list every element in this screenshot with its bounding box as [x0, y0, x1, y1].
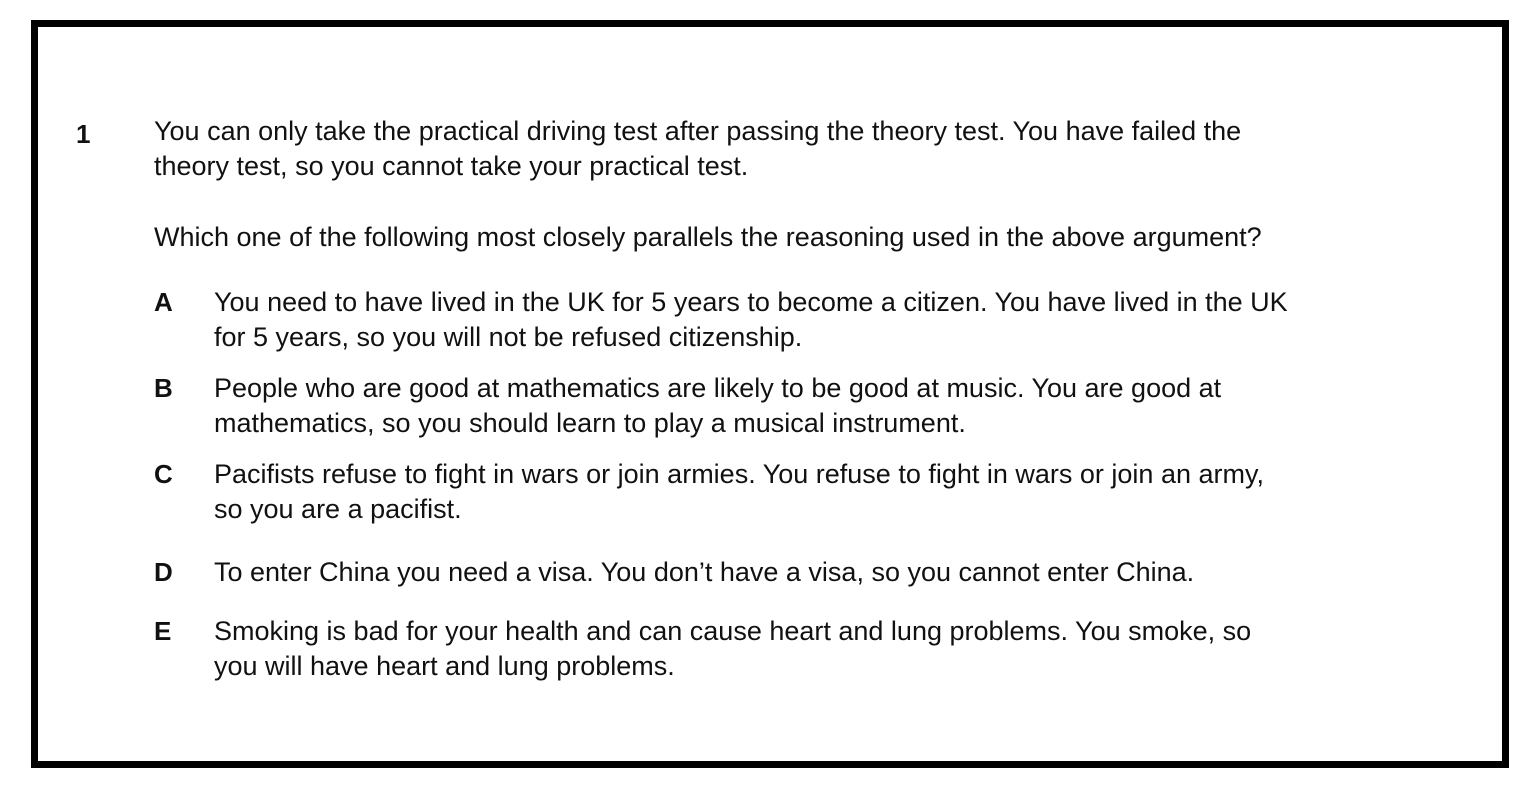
option-b-line: mathematics, so you should learn to play a musical instrument. [214, 408, 966, 438]
option-a-line: You need to have lived in the UK for 5 years to become a citizen. You have lived in the UK [214, 287, 1288, 317]
option-c-line: so you are a pacifist. [214, 494, 462, 524]
option-e-text [214, 614, 1464, 684]
option-c-line: Pacifists refuse to fight in wars or join armies. You refuse to fight in wars or join an army, [214, 459, 1264, 489]
question-stem-line: You can only take the practical driving test after passing the theory test. You have failed the [154, 116, 1242, 146]
option-e-letter: E [154, 616, 172, 646]
question-number: 1 [76, 119, 91, 149]
option-d-line: To enter China you need a visa. You don’t have a visa, so you cannot enter China. [214, 557, 1195, 587]
option-b-letter: B [154, 373, 173, 403]
option-a-text [214, 285, 1464, 355]
option-c-letter: C [154, 459, 173, 489]
option-d-text [214, 555, 1464, 590]
option-d-letter: D [154, 557, 173, 587]
option-a-letter: A [154, 287, 173, 317]
option-b-line: People who are good at mathematics are likely to be good at music. You are good at [214, 373, 1222, 403]
option-b-text [214, 371, 1464, 441]
option-a-line: for 5 years, so you will not be refused citizenship. [214, 322, 803, 352]
option-c-text [214, 457, 1464, 527]
question-stem-line: theory test, so you cannot take your practical test. [154, 151, 749, 181]
question-stem [154, 114, 1454, 184]
option-e-line: you will have heart and lung problems. [214, 651, 675, 681]
option-e-line: Smoking is bad for your health and can cause heart and lung problems. You smoke, so [214, 616, 1252, 646]
question-prompt: Which one of the following most closely parallels the reasoning used in the above argument? [154, 222, 1262, 252]
